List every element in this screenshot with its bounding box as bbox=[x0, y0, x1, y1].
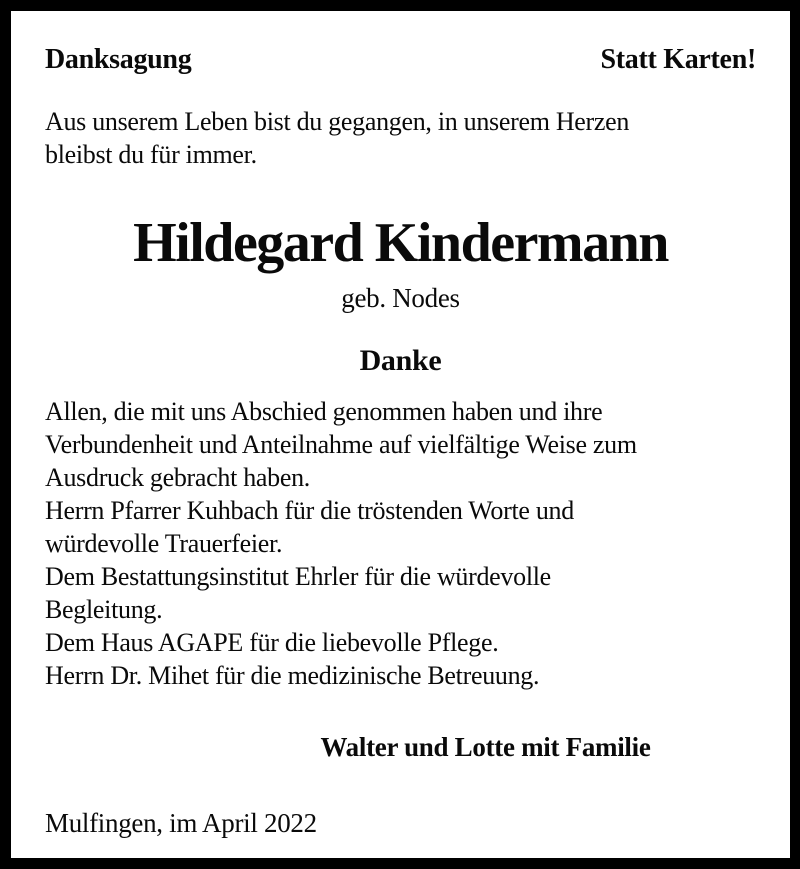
text-line: Ausdruck gebracht haben. bbox=[45, 463, 310, 492]
text-line: Begleitung. bbox=[45, 595, 163, 624]
text-line: Herrn Dr. Mihet für die medizinische Betreuung. bbox=[45, 661, 540, 690]
text-line: würdevolle Trauerfeier. bbox=[45, 529, 283, 558]
text-line: Dem Haus AGAPE für die liebevolle Pflege. bbox=[45, 628, 499, 657]
thanks-heading: Danke bbox=[359, 344, 442, 377]
maiden-name: geb. Nodes bbox=[341, 283, 460, 313]
text-line: Aus unserem Leben bist du gegangen, in unserem Herzen bbox=[45, 107, 630, 136]
deceased-name: Hildegard Kindermann bbox=[133, 212, 668, 274]
text-line: bleibst du für immer. bbox=[45, 140, 257, 169]
text-line: Verbundenheit und Anteilnahme auf vielfältige Weise zum bbox=[45, 430, 637, 459]
text-line: Herrn Pfarrer Kuhbach für die tröstenden Worte und bbox=[45, 496, 574, 525]
corner-note: Statt Karten! bbox=[600, 44, 756, 75]
epigraph bbox=[45, 105, 756, 171]
dateline: Mulfingen, im April 2022 bbox=[45, 808, 317, 838]
text-line: Dem Bestattungsinstitut Ehrler für die würdevolle bbox=[45, 562, 551, 591]
notice-card bbox=[11, 11, 790, 858]
notice-type-label: Danksagung bbox=[45, 44, 192, 75]
notice-header bbox=[45, 43, 756, 77]
signature: Walter und Lotte mit Familie bbox=[320, 732, 651, 762]
text-line: Allen, die mit uns Abschied genommen haben und ihre bbox=[45, 397, 603, 426]
thanks-text bbox=[45, 395, 756, 692]
